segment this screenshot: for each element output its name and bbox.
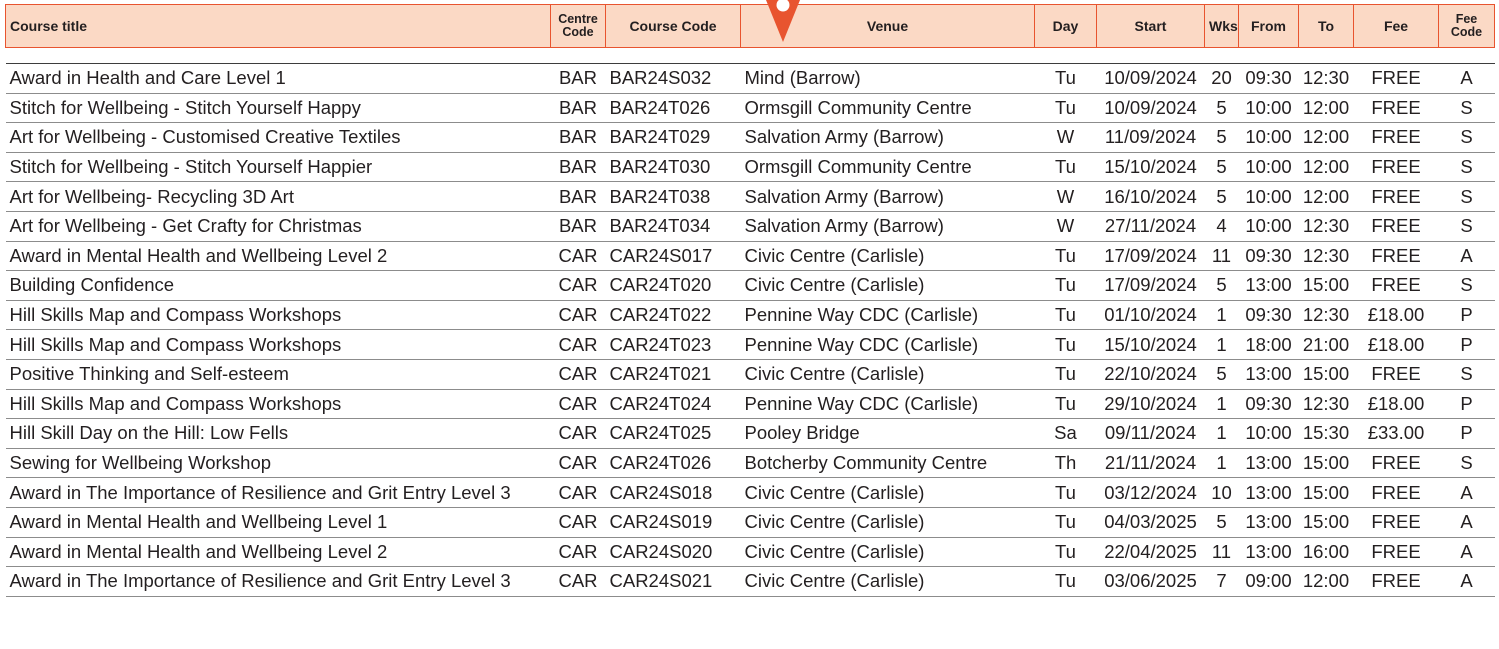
cell-start: 03/12/2024 xyxy=(1097,478,1205,508)
cell-fee: FREE xyxy=(1354,123,1439,153)
cell-start: 04/03/2025 xyxy=(1097,507,1205,537)
cell-from: 13:00 xyxy=(1239,507,1299,537)
cell-course-title: Award in Health and Care Level 1 xyxy=(6,64,551,93)
cell-start: 17/09/2024 xyxy=(1097,241,1205,271)
cell-day: Tu xyxy=(1035,567,1097,597)
table-row xyxy=(6,300,1495,330)
cell-course-code: CAR24S017 xyxy=(606,241,741,271)
cell-fee: FREE xyxy=(1354,567,1439,597)
cell-from: 10:00 xyxy=(1239,182,1299,212)
cell-fee: FREE xyxy=(1354,93,1439,123)
cell-course-title: Hill Skill Day on the Hill: Low Fells xyxy=(6,419,551,449)
header-venue: Venue xyxy=(741,5,1035,48)
cell-fee-code: P xyxy=(1439,389,1495,419)
cell-course-title: Stitch for Wellbeing - Stitch Yourself Happy xyxy=(6,93,551,123)
cell-course-title: Positive Thinking and Self-esteem xyxy=(6,359,551,389)
cell-day: Tu xyxy=(1035,152,1097,182)
cell-centre-code: CAR xyxy=(551,448,606,478)
cell-day: Tu xyxy=(1035,271,1097,301)
cell-wks: 10 xyxy=(1205,478,1239,508)
cell-wks: 1 xyxy=(1205,419,1239,449)
cell-day: Tu xyxy=(1035,359,1097,389)
cell-to: 15:00 xyxy=(1299,507,1354,537)
cell-fee-code: P xyxy=(1439,300,1495,330)
cell-wks: 5 xyxy=(1205,182,1239,212)
cell-to: 15:00 xyxy=(1299,271,1354,301)
header-feecode-line1: Fee xyxy=(1455,12,1478,26)
cell-course-title: Award in The Importance of Resilience and Grit Entry Level 3 xyxy=(6,567,551,597)
cell-wks: 5 xyxy=(1205,93,1239,123)
cell-venue: Ormsgill Community Centre xyxy=(741,152,1035,182)
cell-fee-code: A xyxy=(1439,537,1495,567)
cell-from: 10:00 xyxy=(1239,93,1299,123)
cell-from: 09:30 xyxy=(1239,300,1299,330)
table-row xyxy=(6,478,1495,508)
cell-venue: Pennine Way CDC (Carlisle) xyxy=(741,330,1035,360)
cell-course-code: CAR24T022 xyxy=(606,300,741,330)
cell-day: Tu xyxy=(1035,478,1097,508)
cell-fee-code: S xyxy=(1439,182,1495,212)
header-course-title: Course title xyxy=(6,5,551,48)
cell-day: Tu xyxy=(1035,300,1097,330)
header-centre-line2: Code xyxy=(562,25,594,39)
cell-fee-code: A xyxy=(1439,64,1495,93)
cell-course-title: Award in Mental Health and Wellbeing Level 2 xyxy=(6,241,551,271)
cell-course-title: Award in Mental Health and Wellbeing Level 2 xyxy=(6,537,551,567)
cell-wks: 1 xyxy=(1205,389,1239,419)
cell-course-code: BAR24T029 xyxy=(606,123,741,153)
cell-fee-code: S xyxy=(1439,271,1495,301)
cell-course-title: Building Confidence xyxy=(6,271,551,301)
cell-centre-code: CAR xyxy=(551,389,606,419)
cell-day: Tu xyxy=(1035,507,1097,537)
header-fee: Fee xyxy=(1354,5,1439,48)
table-row xyxy=(6,507,1495,537)
cell-centre-code: BAR xyxy=(551,123,606,153)
cell-start: 16/10/2024 xyxy=(1097,182,1205,212)
cell-fee: FREE xyxy=(1354,478,1439,508)
cell-from: 09:30 xyxy=(1239,64,1299,93)
cell-wks: 1 xyxy=(1205,330,1239,360)
cell-centre-code: BAR xyxy=(551,182,606,212)
cell-start: 22/10/2024 xyxy=(1097,359,1205,389)
table-row xyxy=(6,419,1495,449)
table-row xyxy=(6,211,1495,241)
cell-from: 18:00 xyxy=(1239,330,1299,360)
cell-course-title: Stitch for Wellbeing - Stitch Yourself Happier xyxy=(6,152,551,182)
cell-from: 13:00 xyxy=(1239,448,1299,478)
cell-venue: Salvation Army (Barrow) xyxy=(741,182,1035,212)
cell-fee: £18.00 xyxy=(1354,300,1439,330)
header-start: Start xyxy=(1097,5,1205,48)
cell-from: 09:30 xyxy=(1239,389,1299,419)
cell-to: 21:00 xyxy=(1299,330,1354,360)
header-fee-code xyxy=(1439,5,1495,48)
cell-start: 15/10/2024 xyxy=(1097,152,1205,182)
cell-start: 10/09/2024 xyxy=(1097,64,1205,93)
cell-day: W xyxy=(1035,211,1097,241)
cell-start: 21/11/2024 xyxy=(1097,448,1205,478)
cell-to: 12:00 xyxy=(1299,182,1354,212)
cell-fee-code: A xyxy=(1439,241,1495,271)
cell-centre-code: CAR xyxy=(551,507,606,537)
cell-from: 10:00 xyxy=(1239,419,1299,449)
cell-fee: FREE xyxy=(1354,241,1439,271)
cell-venue: Botcherby Community Centre xyxy=(741,448,1035,478)
table-row xyxy=(6,182,1495,212)
cell-from: 10:00 xyxy=(1239,123,1299,153)
cell-fee-code: S xyxy=(1439,93,1495,123)
cell-fee-code: S xyxy=(1439,359,1495,389)
cell-centre-code: CAR xyxy=(551,567,606,597)
cell-to: 12:00 xyxy=(1299,567,1354,597)
cell-centre-code: CAR xyxy=(551,241,606,271)
cell-day: Tu xyxy=(1035,389,1097,419)
cell-venue: Ormsgill Community Centre xyxy=(741,93,1035,123)
cell-to: 12:00 xyxy=(1299,152,1354,182)
cell-course-title: Sewing for Wellbeing Workshop xyxy=(6,448,551,478)
table-row xyxy=(6,93,1495,123)
cell-from: 13:00 xyxy=(1239,537,1299,567)
cell-start: 03/06/2025 xyxy=(1097,567,1205,597)
cell-start: 01/10/2024 xyxy=(1097,300,1205,330)
table-header xyxy=(6,5,1495,48)
table-row xyxy=(6,537,1495,567)
cell-fee: £33.00 xyxy=(1354,419,1439,449)
cell-venue: Salvation Army (Barrow) xyxy=(741,211,1035,241)
cell-fee-code: P xyxy=(1439,419,1495,449)
cell-to: 15:00 xyxy=(1299,448,1354,478)
cell-wks: 1 xyxy=(1205,300,1239,330)
header-row xyxy=(6,5,1495,48)
cell-centre-code: CAR xyxy=(551,537,606,567)
cell-from: 13:00 xyxy=(1239,359,1299,389)
cell-day: Th xyxy=(1035,448,1097,478)
table-row xyxy=(6,389,1495,419)
cell-day: Tu xyxy=(1035,241,1097,271)
cell-venue: Pooley Bridge xyxy=(741,419,1035,449)
cell-wks: 5 xyxy=(1205,152,1239,182)
cell-fee: FREE xyxy=(1354,211,1439,241)
cell-fee: FREE xyxy=(1354,359,1439,389)
cell-centre-code: CAR xyxy=(551,330,606,360)
cell-wks: 5 xyxy=(1205,507,1239,537)
cell-start: 27/11/2024 xyxy=(1097,211,1205,241)
table-row xyxy=(6,271,1495,301)
cell-fee: £18.00 xyxy=(1354,330,1439,360)
cell-course-code: CAR24T026 xyxy=(606,448,741,478)
cell-course-code: CAR24T025 xyxy=(606,419,741,449)
cell-fee: FREE xyxy=(1354,271,1439,301)
cell-fee-code: S xyxy=(1439,211,1495,241)
cell-course-code: BAR24T038 xyxy=(606,182,741,212)
header-day: Day xyxy=(1035,5,1097,48)
cell-fee-code: S xyxy=(1439,448,1495,478)
cell-course-code: CAR24T024 xyxy=(606,389,741,419)
cell-centre-code: CAR xyxy=(551,300,606,330)
cell-fee-code: A xyxy=(1439,567,1495,597)
header-wks: Wks xyxy=(1205,5,1239,48)
cell-course-title: Hill Skills Map and Compass Workshops xyxy=(6,330,551,360)
cell-course-title: Hill Skills Map and Compass Workshops xyxy=(6,300,551,330)
cell-course-code: BAR24T034 xyxy=(606,211,741,241)
cell-fee: £18.00 xyxy=(1354,389,1439,419)
cell-from: 09:30 xyxy=(1239,241,1299,271)
cell-course-code: CAR24S019 xyxy=(606,507,741,537)
cell-venue: Civic Centre (Carlisle) xyxy=(741,271,1035,301)
cell-centre-code: CAR xyxy=(551,359,606,389)
cell-wks: 11 xyxy=(1205,241,1239,271)
cell-day: W xyxy=(1035,123,1097,153)
cell-from: 10:00 xyxy=(1239,152,1299,182)
cell-fee-code: A xyxy=(1439,507,1495,537)
cell-day: Tu xyxy=(1035,64,1097,93)
cell-wks: 7 xyxy=(1205,567,1239,597)
cell-to: 12:30 xyxy=(1299,64,1354,93)
cell-centre-code: CAR xyxy=(551,271,606,301)
cell-centre-code: CAR xyxy=(551,419,606,449)
cell-venue: Salvation Army (Barrow) xyxy=(741,123,1035,153)
cell-course-code: BAR24S032 xyxy=(606,64,741,93)
cell-fee-code: A xyxy=(1439,478,1495,508)
cell-fee: FREE xyxy=(1354,182,1439,212)
cell-day: W xyxy=(1035,182,1097,212)
cell-venue: Pennine Way CDC (Carlisle) xyxy=(741,389,1035,419)
cell-start: 29/10/2024 xyxy=(1097,389,1205,419)
cell-course-code: CAR24S018 xyxy=(606,478,741,508)
cell-fee-code: P xyxy=(1439,330,1495,360)
table-row xyxy=(6,448,1495,478)
cell-fee-code: S xyxy=(1439,123,1495,153)
cell-day: Tu xyxy=(1035,537,1097,567)
cell-course-code: CAR24T020 xyxy=(606,271,741,301)
cell-course-title: Art for Wellbeing- Recycling 3D Art xyxy=(6,182,551,212)
cell-to: 12:00 xyxy=(1299,93,1354,123)
cell-wks: 5 xyxy=(1205,271,1239,301)
cell-start: 17/09/2024 xyxy=(1097,271,1205,301)
cell-start: 15/10/2024 xyxy=(1097,330,1205,360)
cell-wks: 1 xyxy=(1205,448,1239,478)
cell-to: 15:30 xyxy=(1299,419,1354,449)
cell-venue: Civic Centre (Carlisle) xyxy=(741,507,1035,537)
cell-course-title: Award in The Importance of Resilience and Grit Entry Level 3 xyxy=(6,478,551,508)
header-centre-line1: Centre xyxy=(558,12,598,26)
cell-to: 12:30 xyxy=(1299,300,1354,330)
table-spacer xyxy=(6,48,1495,65)
header-course-code: Course Code xyxy=(606,5,741,48)
cell-course-code: BAR24T026 xyxy=(606,93,741,123)
cell-fee: FREE xyxy=(1354,448,1439,478)
cell-course-code: CAR24T021 xyxy=(606,359,741,389)
table-row xyxy=(6,567,1495,597)
cell-from: 13:00 xyxy=(1239,271,1299,301)
table-row xyxy=(6,64,1495,93)
cell-venue: Civic Centre (Carlisle) xyxy=(741,241,1035,271)
cell-day: Sa xyxy=(1035,419,1097,449)
cell-course-title: Hill Skills Map and Compass Workshops xyxy=(6,389,551,419)
cell-course-title: Art for Wellbeing - Get Crafty for Christmas xyxy=(6,211,551,241)
cell-day: Tu xyxy=(1035,330,1097,360)
cell-centre-code: BAR xyxy=(551,211,606,241)
cell-to: 16:00 xyxy=(1299,537,1354,567)
cell-wks: 5 xyxy=(1205,359,1239,389)
cell-centre-code: BAR xyxy=(551,93,606,123)
cell-course-code: CAR24S020 xyxy=(606,537,741,567)
cell-from: 09:00 xyxy=(1239,567,1299,597)
cell-start: 11/09/2024 xyxy=(1097,123,1205,153)
cell-course-code: CAR24T023 xyxy=(606,330,741,360)
cell-day: Tu xyxy=(1035,93,1097,123)
cell-to: 12:30 xyxy=(1299,389,1354,419)
cell-wks: 5 xyxy=(1205,123,1239,153)
header-from: From xyxy=(1239,5,1299,48)
cell-wks: 11 xyxy=(1205,537,1239,567)
cell-fee: FREE xyxy=(1354,537,1439,567)
cell-to: 12:30 xyxy=(1299,211,1354,241)
cell-course-code: BAR24T030 xyxy=(606,152,741,182)
table-row xyxy=(6,330,1495,360)
map-pin-icon xyxy=(760,0,806,46)
course-table xyxy=(5,4,1495,597)
cell-venue: Civic Centre (Carlisle) xyxy=(741,359,1035,389)
header-centre-code xyxy=(551,5,606,48)
cell-centre-code: BAR xyxy=(551,152,606,182)
cell-centre-code: BAR xyxy=(551,64,606,93)
cell-course-title: Award in Mental Health and Wellbeing Level 1 xyxy=(6,507,551,537)
cell-venue: Civic Centre (Carlisle) xyxy=(741,567,1035,597)
spacer-cell xyxy=(6,48,1495,64)
table-row xyxy=(6,152,1495,182)
table-row xyxy=(6,241,1495,271)
table-row xyxy=(6,123,1495,153)
cell-start: 22/04/2025 xyxy=(1097,537,1205,567)
cell-course-code: CAR24S021 xyxy=(606,567,741,597)
cell-to: 12:00 xyxy=(1299,123,1354,153)
header-to: To xyxy=(1299,5,1354,48)
header-feecode-line2: Code xyxy=(1450,25,1483,39)
cell-start: 09/11/2024 xyxy=(1097,419,1205,449)
cell-wks: 4 xyxy=(1205,211,1239,241)
cell-to: 12:30 xyxy=(1299,241,1354,271)
cell-start: 10/09/2024 xyxy=(1097,93,1205,123)
cell-venue: Civic Centre (Carlisle) xyxy=(741,537,1035,567)
table-row xyxy=(6,359,1495,389)
cell-from: 13:00 xyxy=(1239,478,1299,508)
cell-to: 15:00 xyxy=(1299,478,1354,508)
cell-course-title: Art for Wellbeing - Customised Creative Textiles xyxy=(6,123,551,153)
cell-centre-code: CAR xyxy=(551,478,606,508)
cell-venue: Mind (Barrow) xyxy=(741,64,1035,93)
cell-from: 10:00 xyxy=(1239,211,1299,241)
cell-fee: FREE xyxy=(1354,64,1439,93)
cell-wks: 20 xyxy=(1205,64,1239,93)
cell-to: 15:00 xyxy=(1299,359,1354,389)
cell-fee-code: S xyxy=(1439,152,1495,182)
cell-venue: Pennine Way CDC (Carlisle) xyxy=(741,300,1035,330)
cell-venue: Civic Centre (Carlisle) xyxy=(741,478,1035,508)
cell-fee: FREE xyxy=(1354,152,1439,182)
spacer-row xyxy=(6,48,1495,64)
cell-fee: FREE xyxy=(1354,507,1439,537)
table-body xyxy=(6,64,1495,596)
